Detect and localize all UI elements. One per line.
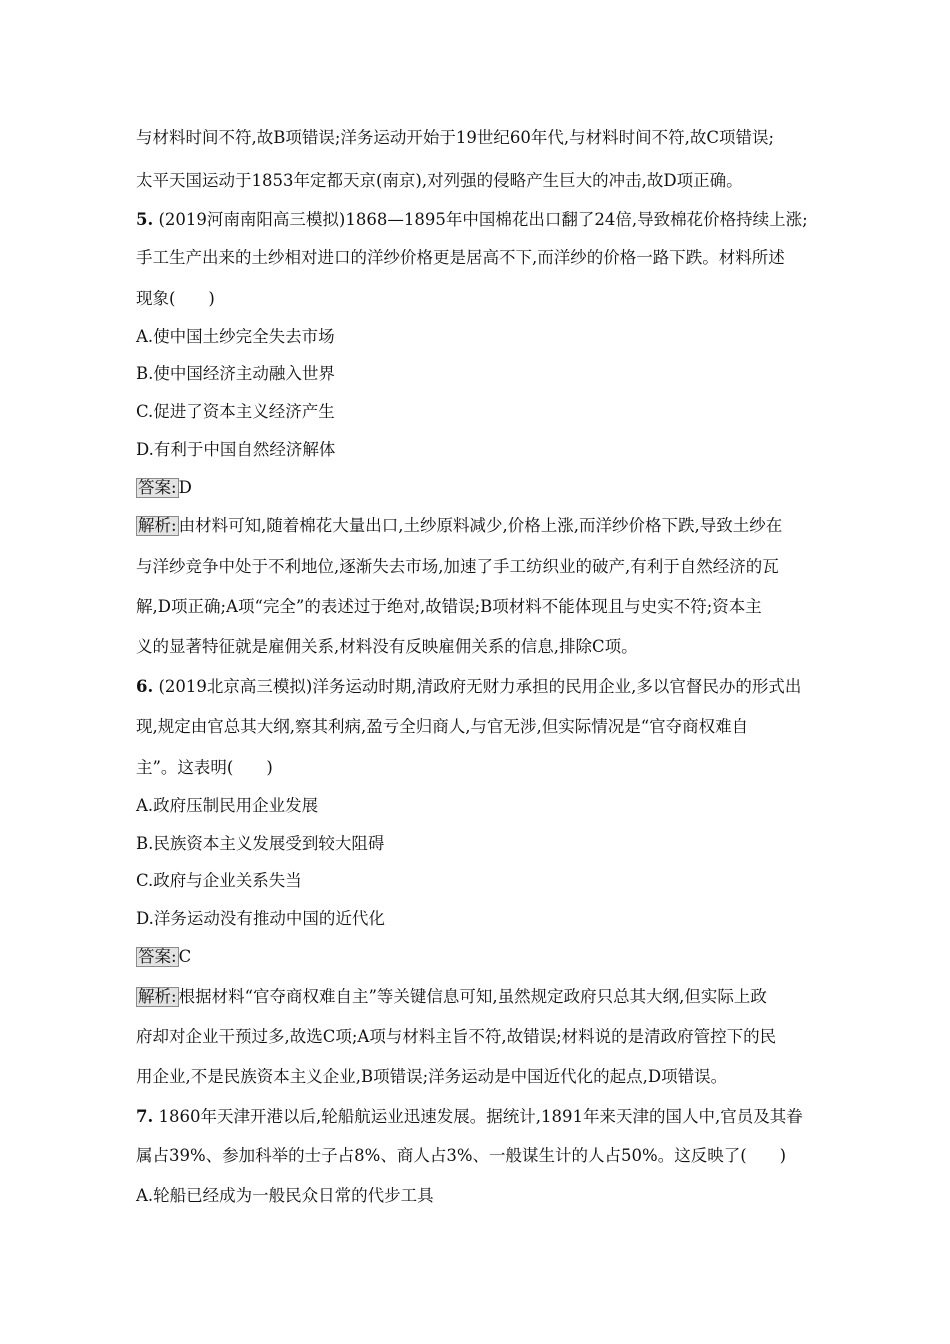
question-5-option-c: C.促进了资本主义经济产生 xyxy=(136,402,335,421)
question-6-option-b: B.民族资本主义发展受到较大阻碍 xyxy=(136,834,385,853)
question-5-number: 5. xyxy=(136,210,154,229)
question-6-text: (2019北京高三模拟)洋务运动时期,清政府无财力承担的民用企业,多以官督民办的形式出 xyxy=(153,677,802,696)
question-5-option-d: D.有利于中国自然经济解体 xyxy=(136,440,336,459)
question-6-number: 6. xyxy=(136,677,154,696)
analysis-line: 用企业,不是民族资本主义企业,B项错误;洋务运动是中国近代化的起点,D项错误。 xyxy=(136,1067,728,1086)
question-7-number: 7. xyxy=(136,1107,154,1126)
analysis-line: 府却对企业干预过多,故选C项;A项与材料主旨不符,故错误;材料说的是清政府管控下的民 xyxy=(136,1027,777,1046)
analysis-label: 解析: xyxy=(138,516,177,535)
question-6-line xyxy=(136,677,826,697)
question-6-answer xyxy=(136,947,826,967)
intro-line: 太平天国运动于1853年定都天京(南京),对列强的侵略产生巨大的冲击,故D项正确。 xyxy=(136,171,743,190)
question-5-text: (2019河南南阳高三模拟)1868—1895年中国棉花出口翻了24倍,导致棉花价格持续上涨; xyxy=(153,210,808,229)
question-5-option-b: B.使中国经济主动融入世界 xyxy=(136,364,335,383)
question-6-line: 现,规定由官总其大纲,察其利病,盈亏全归商人,与官无涉,但实际情况是“官夺商权难自 xyxy=(136,717,749,736)
question-7-text: 1860年天津开港以后,轮船航运业迅速发展。据统计,1891年来天津的国人中,官员及其眷 xyxy=(153,1107,803,1126)
question-7-line xyxy=(136,1107,826,1127)
analysis-line: 义的显著特征就是雇佣关系,材料没有反映雇佣关系的信息,排除C项。 xyxy=(136,637,638,656)
analysis-line: 与洋纱竞争中处于不利地位,逐渐失去市场,加速了手工纺织业的破产,有利于自然经济的瓦 xyxy=(136,557,779,576)
question-7-line: 属占39%、参加科举的士子占8%、商人占3%、一般谋生计的人占50%。这反映了( ) xyxy=(136,1146,787,1165)
analysis-line: 解,D项正确;A项“完全”的表述过于绝对,故错误;B项材料不能体现且与史实不符;资本主 xyxy=(136,597,762,616)
answer-value: C xyxy=(178,947,192,966)
question-5-line xyxy=(136,210,826,230)
question-6-analysis xyxy=(136,987,826,1007)
analysis-text: 根据材料“官夺商权难自主”等关键信息可知,虽然规定政府只总其大纲,但实际上政 xyxy=(178,987,767,1006)
analysis-text: 由材料可知,随着棉花大量出口,土纱原料减少,价格上涨,而洋纱价格下跌,导致土纱在 xyxy=(178,516,783,535)
answer-label: 答案: xyxy=(138,947,177,966)
intro-line: 与材料时间不符,故B项错误;洋务运动开始于19世纪60年代,与材料时间不符,故C项错误; xyxy=(136,128,775,147)
question-6-option-c: C.政府与企业关系失当 xyxy=(136,871,302,890)
question-5-analysis xyxy=(136,516,826,536)
analysis-label: 解析: xyxy=(138,987,177,1006)
answer-value: D xyxy=(178,478,192,497)
question-5-line: 现象( ) xyxy=(136,289,215,308)
question-6-option-d: D.洋务运动没有推动中国的近代化 xyxy=(136,909,385,928)
question-7-option-a: A.轮船已经成为一般民众日常的代步工具 xyxy=(136,1186,434,1205)
question-5-answer xyxy=(136,478,826,498)
answer-label: 答案: xyxy=(138,478,177,497)
question-6-option-a: A.政府压制民用企业发展 xyxy=(136,796,319,815)
question-6-line: 主”。这表明( ) xyxy=(136,758,273,777)
question-5-option-a: A.使中国土纱完全失去市场 xyxy=(136,327,335,346)
question-5-line: 手工生产出来的土纱相对进口的洋纱价格更是居高不下,而洋纱的价格一路下跌。材料所述 xyxy=(136,248,785,267)
